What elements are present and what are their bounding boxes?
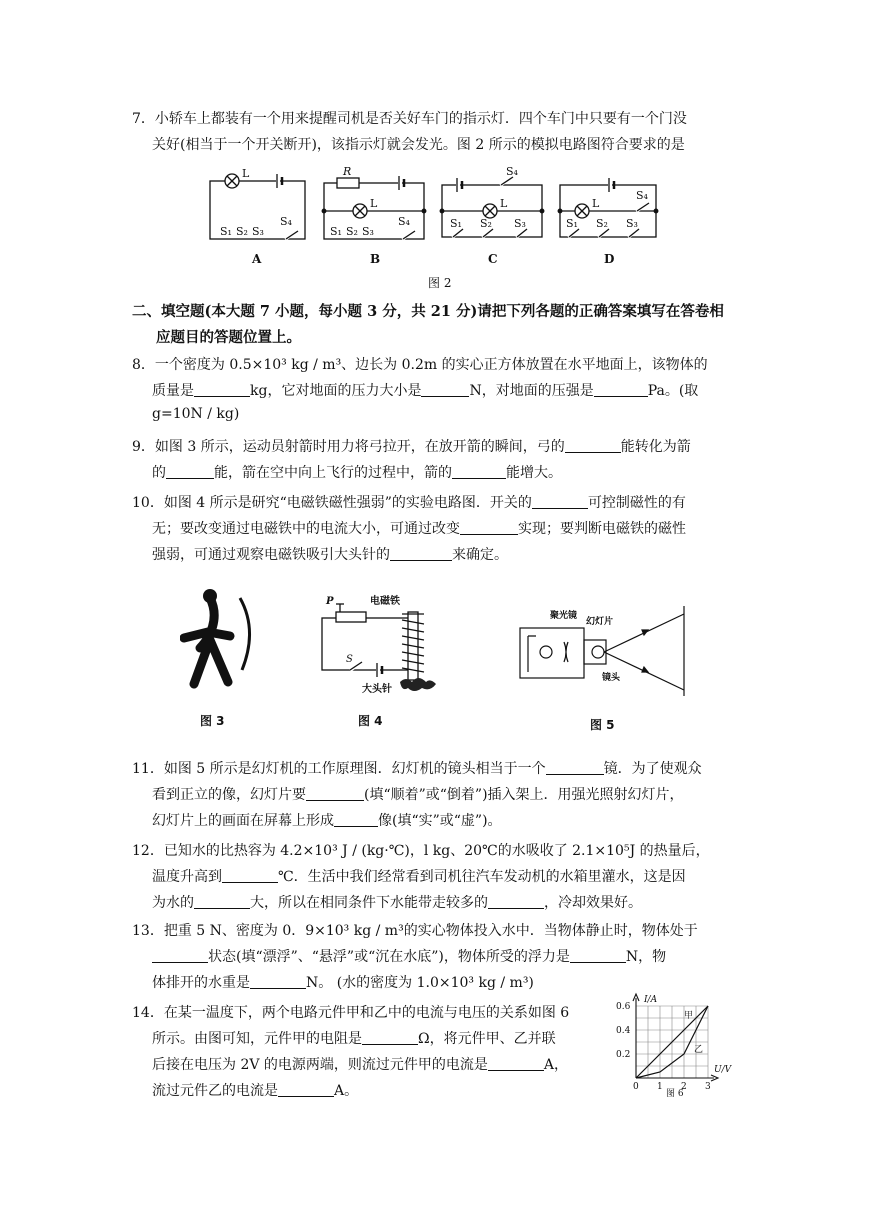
answer-blank[interactable]: [390, 546, 452, 561]
q14-line-3: 后接在电压为 2V 的电源两端，则流过元件甲的电流是 A，: [152, 1057, 569, 1073]
answer-blank[interactable]: [166, 464, 214, 479]
answer-blank[interactable]: [460, 520, 518, 535]
q7-line-1: 7．小轿车上都装有一个用来提醒司机是否关好车门的指示灯．四个车门中只要有一个门没: [132, 111, 687, 127]
answer-blank[interactable]: [452, 464, 506, 479]
figure-3-caption: 图 3: [200, 714, 225, 728]
option-d-label: D: [604, 252, 615, 266]
answer-blank[interactable]: [194, 894, 250, 909]
x-tick-label: 2: [681, 1082, 687, 1092]
label-c-l: L: [500, 197, 508, 210]
answer-blank[interactable]: [278, 1082, 334, 1097]
answer-blank[interactable]: [488, 1056, 544, 1071]
q12-line-3: 为水的 大，所以在相同条件下水能带走较多的 ，冷却效果好。: [152, 895, 642, 911]
label-a-s2: S₂: [236, 225, 248, 238]
section-2-heading: 二、填空题(本大题 7 小题，每小题 3 分，共 21 分)请把下列各题的正确答案填写在答卷相: [132, 303, 724, 320]
option-c-label: C: [488, 252, 498, 266]
label-d-s4: S₄: [636, 189, 648, 202]
answer-blank[interactable]: [222, 868, 278, 883]
q8-line-1: 8．一个密度为 0.5×10³ kg / m³、边长为 0.2m 的实心正方体放置在水平地面上，该物体的: [132, 357, 708, 373]
label-d-s1: S₁: [566, 217, 578, 230]
q8-line-2: 质量是 kg，它对地面的压力大小是 N，对地面的压强是 Pa。(取: [152, 383, 699, 399]
answer-blank[interactable]: [334, 812, 378, 827]
x-tick-label: 1: [657, 1082, 663, 1092]
q7-line-2: 关好(相当于一个开关断开)，该指示灯就会发光。图 2 所示的模拟电路图符合要求的是: [152, 137, 685, 153]
q10-line-2: 无；要改变通过电磁铁中的电流大小，可通过改变 实现；要判断电磁铁的磁性: [152, 521, 686, 537]
answer-blank[interactable]: [194, 382, 250, 397]
fig5-label-lens: 镜头: [602, 673, 621, 683]
fig4-label-pins: 大头针: [362, 684, 392, 695]
option-a-label: A: [252, 252, 262, 266]
q13-line-3: 体排开的水重是 N。 (水的密度为 1.0×10³ kg / m³): [152, 975, 534, 991]
answer-blank[interactable]: [594, 382, 648, 397]
x-tick-label: 3: [705, 1082, 711, 1092]
y-tick-label: 0.2: [616, 1050, 631, 1060]
label-b-l: L: [370, 197, 378, 210]
y-tick-label: 0.4: [616, 1026, 631, 1036]
label-b-s1: S₁: [330, 225, 342, 238]
fig6-xlabel: U/V: [714, 1065, 732, 1075]
label-c-s3: S₃: [514, 217, 526, 230]
answer-blank[interactable]: [532, 494, 588, 509]
x-tick-label: 0: [633, 1082, 639, 1092]
label-c-s4: S₄: [506, 165, 518, 178]
answer-blank[interactable]: [565, 438, 621, 453]
answer-blank[interactable]: [488, 894, 544, 909]
q12-line-2: 温度升高到 ℃．生活中我们经常看到司机往汽车发动机的水箱里灌水，这是因: [152, 869, 686, 885]
label-d-s3: S₃: [626, 217, 638, 230]
answer-blank[interactable]: [306, 786, 364, 801]
fig4-label-s: S: [346, 654, 353, 665]
label-b-s4: S₄: [398, 215, 410, 228]
label-b-s2: S₂: [346, 225, 358, 238]
q8-line-3: g=10N / kg): [152, 406, 240, 422]
figure-6-chart: [612, 990, 742, 1100]
q10-line-3: 强弱，可通过观察电磁铁吸引大头针的 来确定。: [152, 547, 508, 563]
q11-line-2: 看到正立的像，幻灯片要 (填“顺着”或“倒着”)插入架上．用强光照射幻灯片，: [152, 787, 684, 803]
label-a-s3: S₃: [252, 225, 264, 238]
q14-line-4: 流过元件乙的电流是 A。: [152, 1083, 359, 1099]
q9-line-2: 的 能，箭在空中向上飞行的过程中，箭的 能增大。: [152, 465, 562, 481]
q14-line-2: 所示。由图可知，元件甲的电阻是 Ω，将元件甲、乙并联: [152, 1031, 556, 1047]
figure-4-caption: 图 4: [358, 714, 383, 728]
q10-line-1: 10．如图 4 所示是研究“电磁铁磁性强弱”的实验电路图．开关的 可控制磁性的有: [132, 495, 686, 511]
figure-5-caption: 图 5: [590, 718, 615, 732]
figure-2-circuits: [200, 163, 670, 293]
fig4-label-magnet: 电磁铁: [370, 596, 400, 607]
q14-line-1: 14．在某一温度下，两个电路元件甲和乙中的电流与电压的关系如图 6: [132, 1005, 570, 1021]
figure-5-projector: [516, 600, 692, 700]
label-a-s4: S₄: [280, 215, 292, 228]
y-tick-label: 0.6: [616, 1002, 631, 1012]
figure-3-archer: [180, 588, 270, 698]
q12-line-1: 12．已知水的比热容为 4.2×10³ J / (kg·℃)，l kg、20℃的水吸收了 2.1×10⁵J 的热量后，: [132, 843, 710, 859]
section-2-heading-cont: 应题目的答题位置上。: [156, 329, 301, 346]
series-label-jia: 甲: [684, 1011, 694, 1021]
q11-line-1: 11．如图 5 所示是幻灯机的工作原理图．幻灯机的镜头相当于一个 镜．为了使观众: [132, 761, 702, 777]
q9-line-1: 9．如图 3 所示，运动员射箭时用力将弓拉开，在放开箭的瞬间，弓的 能转化为箭: [132, 439, 691, 455]
series-label-yi: 乙: [694, 1045, 704, 1055]
q13-line-2: 状态(填“漂浮”、“悬浮”或“沉在水底”)，物体所受的浮力是 N，物: [152, 946, 666, 966]
answer-blank[interactable]: [421, 382, 469, 397]
answer-blank[interactable]: [570, 948, 626, 963]
label-d-s2: S₂: [596, 217, 608, 230]
option-b-label: B: [370, 252, 381, 266]
fig5-label-slide: 幻灯片: [586, 617, 614, 627]
figure-2-caption: 图 2: [428, 276, 452, 290]
label-c-s2: S₂: [480, 217, 492, 230]
answer-blank[interactable]: [362, 1030, 418, 1045]
answer-blank[interactable]: [250, 974, 306, 989]
fig4-label-p: P: [326, 596, 334, 607]
label-c-s1: S₁: [450, 217, 462, 230]
figure-6-caption: 图 6: [666, 1089, 684, 1099]
fig6-ylabel: I/A: [644, 995, 658, 1005]
q11-line-3: 幻灯片上的画面在屏幕上形成 像(填“实”或“虚”)。: [152, 813, 502, 829]
figure-4-electromagnet: [310, 590, 450, 700]
answer-blank[interactable]: [546, 760, 604, 775]
label-a-l: L: [242, 167, 250, 180]
q13-line-1: 13．把重 5 N、密度为 0．9×10³ kg / m³的实心物体投入水中．当物体静止时，物体处于: [132, 923, 698, 939]
fig5-label-condenser: 聚光镜: [550, 611, 578, 621]
label-d-l: L: [592, 197, 600, 210]
label-b-s3: S₃: [362, 225, 374, 238]
label-a-s1: S₁: [220, 225, 232, 238]
label-b-r: R: [343, 165, 352, 178]
answer-blank[interactable]: [152, 948, 208, 963]
